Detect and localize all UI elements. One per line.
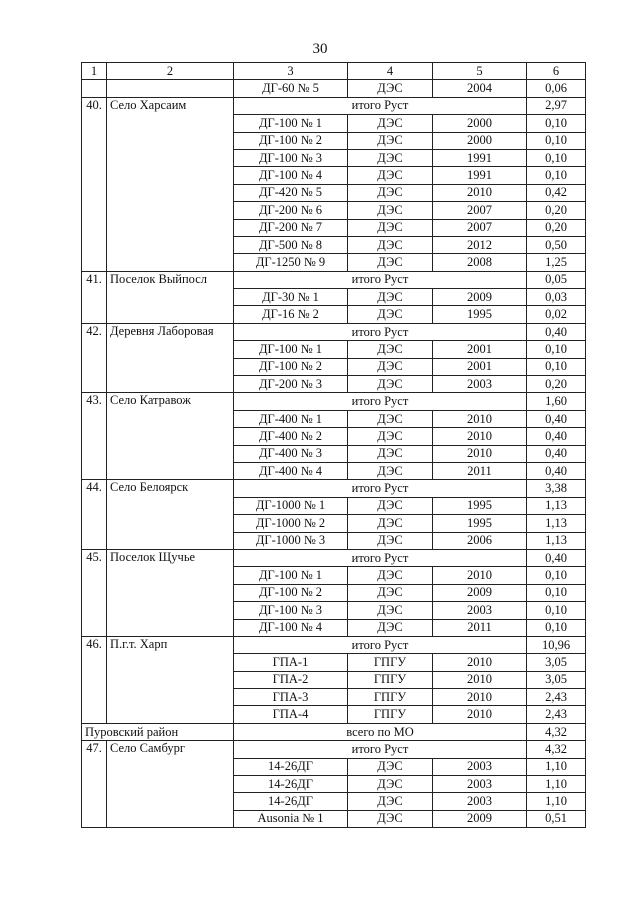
year-cell: 2004	[433, 80, 527, 97]
unit-cell: ГПА-1	[234, 654, 348, 671]
total-label: итого Руст	[234, 636, 527, 653]
power-cell: 0,10	[527, 567, 586, 584]
type-cell: ДЭС	[348, 462, 433, 479]
total-label: итого Руст	[234, 271, 527, 288]
total-value: 0,05	[527, 271, 586, 288]
unit-cell: 14-26ДГ	[234, 758, 348, 775]
power-plants-table	[81, 62, 586, 828]
type-cell: ДЭС	[348, 567, 433, 584]
unit-cell: ДГ-1000 № 1	[234, 497, 348, 514]
type-cell: ДЭС	[348, 306, 433, 323]
type-cell: ГПГУ	[348, 671, 433, 688]
settlement-name: Село Белоярск	[107, 480, 234, 550]
unit-cell: ДГ-420 № 5	[234, 184, 348, 201]
type-cell: ДЭС	[348, 497, 433, 514]
group-total-row	[82, 393, 586, 410]
unit-cell: ДГ-100 № 2	[234, 584, 348, 601]
unit-cell: ДГ-16 № 2	[234, 306, 348, 323]
year-cell: 2010	[433, 671, 527, 688]
power-cell: 0,40	[527, 428, 586, 445]
power-cell: 0,50	[527, 236, 586, 253]
total-value: 2,97	[527, 97, 586, 114]
power-cell: 0,02	[527, 306, 586, 323]
type-cell: ГПГУ	[348, 689, 433, 706]
row-number: 40.	[82, 97, 107, 271]
power-cell: 1,13	[527, 515, 586, 532]
power-cell: 0,10	[527, 602, 586, 619]
power-cell: 3,05	[527, 671, 586, 688]
type-cell: ГПГУ	[348, 654, 433, 671]
year-cell: 2010	[433, 184, 527, 201]
row-number: 46.	[82, 636, 107, 723]
unit-cell: ДГ-200 № 3	[234, 376, 348, 393]
total-label: итого Руст	[234, 97, 527, 114]
type-cell: ДЭС	[348, 584, 433, 601]
year-cell: 2010	[433, 567, 527, 584]
group-total-row	[82, 271, 586, 288]
type-cell: ДЭС	[348, 428, 433, 445]
year-cell: 1995	[433, 515, 527, 532]
unit-cell: ДГ-1000 № 2	[234, 515, 348, 532]
settlement-name: Поселок Выйпосл	[107, 271, 234, 323]
power-cell: 2,43	[527, 706, 586, 723]
type-cell: ДЭС	[348, 532, 433, 549]
year-cell: 2010	[433, 706, 527, 723]
unit-cell: ДГ-100 № 4	[234, 167, 348, 184]
power-cell: 0,10	[527, 358, 586, 375]
page-number: 30	[312, 41, 328, 57]
group-total-row	[82, 323, 586, 340]
power-cell: 1,10	[527, 793, 586, 810]
unit-cell: ДГ-100 № 1	[234, 567, 348, 584]
unit-cell: ДГ-100 № 3	[234, 149, 348, 166]
year-cell: 2009	[433, 289, 527, 306]
type-cell: ДЭС	[348, 776, 433, 793]
year-cell: 2010	[433, 689, 527, 706]
power-cell: 3,05	[527, 654, 586, 671]
year-cell: 2011	[433, 462, 527, 479]
year-cell: 2006	[433, 532, 527, 549]
total-label: итого Руст	[234, 480, 527, 497]
district-row	[82, 723, 586, 740]
row-number: 45.	[82, 549, 107, 636]
table-body	[82, 63, 586, 828]
col-header: 5	[433, 63, 527, 80]
year-cell: 2000	[433, 132, 527, 149]
total-label: итого Руст	[234, 741, 527, 758]
year-cell: 2003	[433, 602, 527, 619]
power-cell: 0,40	[527, 462, 586, 479]
type-cell: ГПГУ	[348, 706, 433, 723]
year-cell: 2001	[433, 358, 527, 375]
settlement-name: П.г.т. Харп	[107, 636, 234, 723]
power-cell: 0,10	[527, 149, 586, 166]
total-label: итого Руст	[234, 323, 527, 340]
power-cell: 0,10	[527, 115, 586, 132]
col-header: 1	[82, 63, 107, 80]
year-cell: 1995	[433, 497, 527, 514]
year-cell: 1995	[433, 306, 527, 323]
unit-cell: ГПА-4	[234, 706, 348, 723]
type-cell: ДЭС	[348, 289, 433, 306]
row-number: 47.	[82, 741, 107, 828]
power-cell: 1,10	[527, 776, 586, 793]
unit-cell: ДГ-1000 № 3	[234, 532, 348, 549]
total-value: 3,38	[527, 480, 586, 497]
row-number: 42.	[82, 323, 107, 393]
type-cell: ДЭС	[348, 219, 433, 236]
year-cell: 2003	[433, 376, 527, 393]
year-cell: 2007	[433, 202, 527, 219]
group-total-row	[82, 549, 586, 566]
power-cell: 0,51	[527, 810, 586, 827]
year-cell: 2003	[433, 793, 527, 810]
unit-cell: ДГ-400 № 4	[234, 462, 348, 479]
power-cell: 0,20	[527, 376, 586, 393]
type-cell: ДЭС	[348, 619, 433, 636]
year-cell: 2012	[433, 236, 527, 253]
unit-cell: ДГ-200 № 7	[234, 219, 348, 236]
col-header: 4	[348, 63, 433, 80]
total-value: 10,96	[527, 636, 586, 653]
row-number: 44.	[82, 480, 107, 550]
header-row	[82, 63, 586, 80]
year-cell: 2010	[433, 428, 527, 445]
unit-cell: ГПА-3	[234, 689, 348, 706]
district-total-value: 4,32	[527, 723, 586, 740]
empty-cell	[107, 80, 234, 97]
settlement-name: Поселок Щучье	[107, 549, 234, 636]
unit-cell: ДГ-60 № 5	[234, 80, 348, 97]
total-value: 1,60	[527, 393, 586, 410]
power-cell: 0,10	[527, 167, 586, 184]
type-cell: ДЭС	[348, 810, 433, 827]
unit-cell: ДГ-100 № 2	[234, 132, 348, 149]
unit-cell: ДГ-100 № 1	[234, 341, 348, 358]
unit-cell: ДГ-200 № 6	[234, 202, 348, 219]
unit-cell: ДГ-1250 № 9	[234, 254, 348, 271]
unit-cell: ДГ-100 № 4	[234, 619, 348, 636]
unit-cell: ДГ-30 № 1	[234, 289, 348, 306]
settlement-name: Село Харсаим	[107, 97, 234, 271]
unit-cell: ДГ-100 № 2	[234, 358, 348, 375]
group-total-row	[82, 97, 586, 114]
type-cell: ДЭС	[348, 132, 433, 149]
district-total-label: всего по МО	[234, 723, 527, 740]
settlement-name: Деревня Лаборовая	[107, 323, 234, 393]
year-cell: 1991	[433, 167, 527, 184]
year-cell: 2010	[433, 445, 527, 462]
power-cell: 1,10	[527, 758, 586, 775]
total-label: итого Руст	[234, 549, 527, 566]
settlement-name: Село Катравож	[107, 393, 234, 480]
type-cell: ДЭС	[348, 149, 433, 166]
unit-cell: ДГ-400 № 3	[234, 445, 348, 462]
power-cell: 0,40	[527, 445, 586, 462]
settlement-name: Село Самбург	[107, 741, 234, 828]
type-cell: ДЭС	[348, 80, 433, 97]
type-cell: ДЭС	[348, 793, 433, 810]
type-cell: ДЭС	[348, 254, 433, 271]
year-cell: 2011	[433, 619, 527, 636]
year-cell: 2008	[433, 254, 527, 271]
type-cell: ДЭС	[348, 236, 433, 253]
unit-cell: ДГ-500 № 8	[234, 236, 348, 253]
power-cell: 0,06	[527, 80, 586, 97]
type-cell: ДЭС	[348, 115, 433, 132]
col-header: 6	[527, 63, 586, 80]
unit-cell: ДГ-100 № 1	[234, 115, 348, 132]
type-cell: ДЭС	[348, 341, 433, 358]
unit-cell: 14-26ДГ	[234, 793, 348, 810]
power-cell: 1,13	[527, 532, 586, 549]
power-cell: 1,13	[527, 497, 586, 514]
type-cell: ДЭС	[348, 202, 433, 219]
type-cell: ДЭС	[348, 358, 433, 375]
row-number: 41.	[82, 271, 107, 323]
power-cell: 0,10	[527, 132, 586, 149]
total-value: 4,32	[527, 741, 586, 758]
unit-cell: Ausonia № 1	[234, 810, 348, 827]
power-cell: 0,10	[527, 584, 586, 601]
power-cell: 0,03	[527, 289, 586, 306]
table-row	[82, 80, 586, 97]
type-cell: ДЭС	[348, 410, 433, 427]
type-cell: ДЭС	[348, 602, 433, 619]
district-name: Пуровский район	[82, 723, 234, 740]
unit-cell: ДГ-100 № 3	[234, 602, 348, 619]
unit-cell: 14-26ДГ	[234, 776, 348, 793]
type-cell: ДЭС	[348, 376, 433, 393]
year-cell: 2007	[433, 219, 527, 236]
power-cell: 0,20	[527, 219, 586, 236]
year-cell: 2003	[433, 758, 527, 775]
year-cell: 1991	[433, 149, 527, 166]
power-cell: 1,25	[527, 254, 586, 271]
year-cell: 2010	[433, 410, 527, 427]
year-cell: 2010	[433, 654, 527, 671]
row-number: 43.	[82, 393, 107, 480]
group-total-row	[82, 636, 586, 653]
year-cell: 2000	[433, 115, 527, 132]
year-cell: 2009	[433, 584, 527, 601]
type-cell: ДЭС	[348, 758, 433, 775]
year-cell: 2003	[433, 776, 527, 793]
power-cell: 0,10	[527, 341, 586, 358]
col-header: 3	[234, 63, 348, 80]
year-cell: 2009	[433, 810, 527, 827]
type-cell: ДЭС	[348, 445, 433, 462]
unit-cell: ДГ-400 № 2	[234, 428, 348, 445]
power-cell: 0,42	[527, 184, 586, 201]
total-value: 0,40	[527, 549, 586, 566]
type-cell: ДЭС	[348, 167, 433, 184]
unit-cell: ГПА-2	[234, 671, 348, 688]
unit-cell: ДГ-400 № 1	[234, 410, 348, 427]
year-cell: 2001	[433, 341, 527, 358]
power-cell: 0,20	[527, 202, 586, 219]
power-cell: 0,40	[527, 410, 586, 427]
group-total-row	[82, 480, 586, 497]
empty-cell	[82, 80, 107, 97]
col-header: 2	[107, 63, 234, 80]
type-cell: ДЭС	[348, 184, 433, 201]
total-value: 0,40	[527, 323, 586, 340]
power-cell: 2,43	[527, 689, 586, 706]
total-label: итого Руст	[234, 393, 527, 410]
type-cell: ДЭС	[348, 515, 433, 532]
power-cell: 0,10	[527, 619, 586, 636]
group-total-row	[82, 741, 586, 758]
